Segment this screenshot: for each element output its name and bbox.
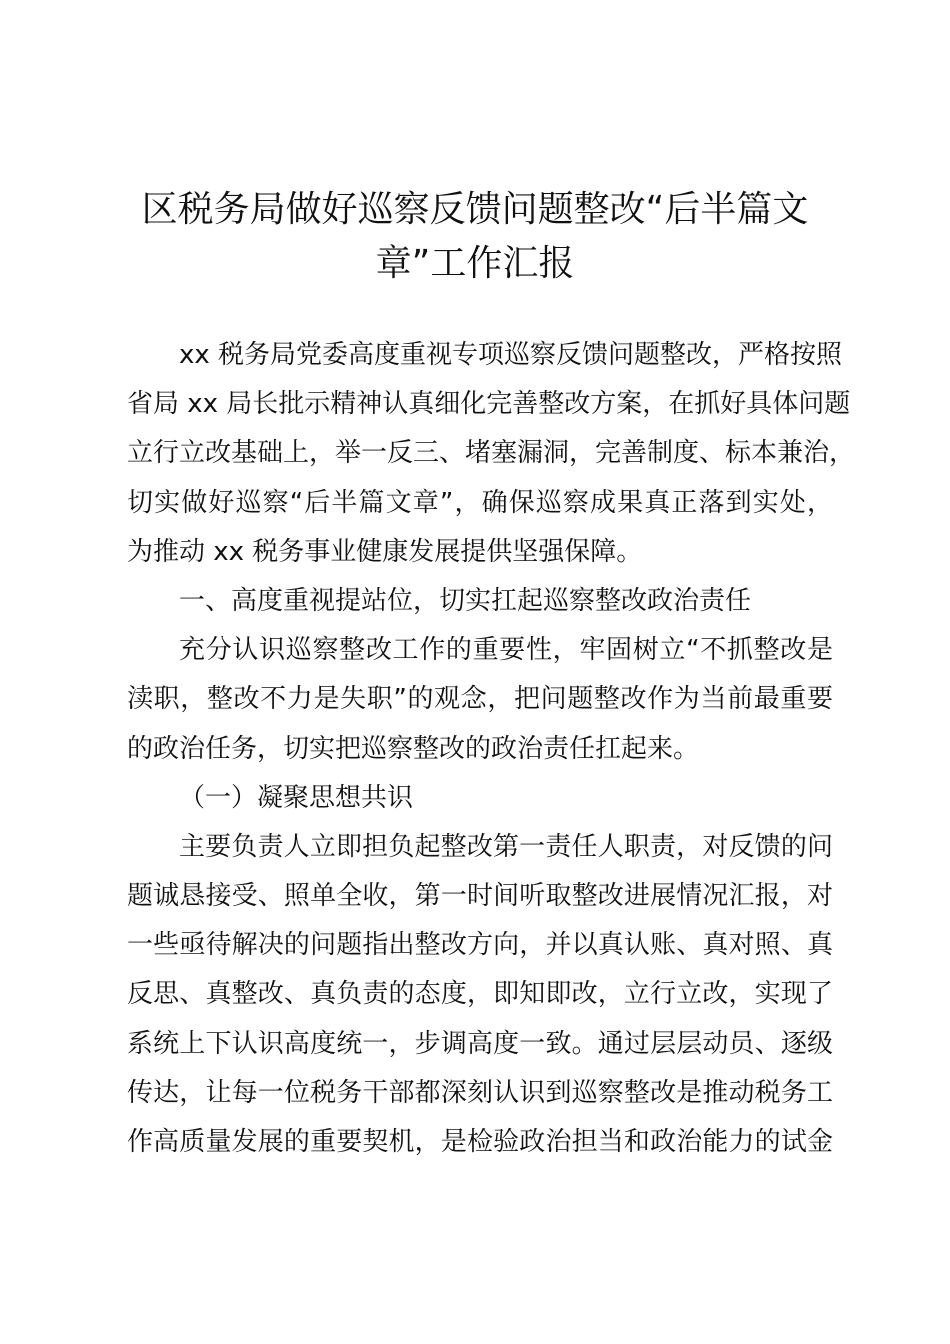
text-line: 一些亟待解决的问题指出整改方向，并以真认账、真对照、真 bbox=[127, 930, 833, 961]
text-line: 为推动 xx 税务事业健康发展提供坚强保障。 bbox=[127, 536, 643, 567]
text-line: 切实做好巡察“后半篇文章”，确保巡察成果真正落到实处， bbox=[127, 487, 833, 518]
text-line: 系统上下认识高度统一，步调高度一致。通过层层动员、逐级 bbox=[127, 1028, 833, 1059]
document-title bbox=[120, 183, 830, 291]
paragraph-subsection-1 bbox=[127, 823, 833, 1167]
section-heading-1: 一、高度重视提站位，切实扛起巡察整改政治责任 bbox=[179, 585, 752, 616]
text-line: 充分认识巡察整改工作的重要性，牢固树立“不抓整改是 bbox=[179, 635, 833, 666]
text-line: 省局 xx 局长批示精神认真细化完善整改方案，在抓好具体问题 bbox=[127, 389, 851, 420]
text-line: xx 税务局党委高度重视专项巡察反馈问题整改，严格按照 bbox=[179, 340, 843, 370]
title-line-1: 区税务局做好巡察反馈问题整改“后半篇文 bbox=[141, 189, 809, 230]
text-line: 的政治任务，切实把巡察整改的政治责任扛起来。 bbox=[127, 733, 700, 764]
text-line: 题诚恳接受、照单全收，第一时间听取整改进展情况汇报，对 bbox=[127, 881, 833, 912]
text-line: 传达，让每一位税务干部都深刻认识到巡察整改是推动税务工 bbox=[127, 1077, 833, 1108]
document-body bbox=[127, 331, 856, 1167]
text-line: 渎职，整改不力是失职”的观念，把问题整改作为当前最重要 bbox=[127, 684, 833, 715]
text-line: 作高质量发展的重要契机，是检验政治担当和政治能力的试金 bbox=[127, 1127, 833, 1157]
text-line: 立行立改基础上，举一反三、堵塞漏洞，完善制度、标本兼治， bbox=[127, 438, 856, 469]
subsection-heading-1: （一）凝聚思想共识 bbox=[179, 782, 414, 813]
title-line-2: 章”工作汇报 bbox=[375, 243, 575, 284]
text-line: 主要负责人立即担负起整改第一责任人职责，对反馈的问 bbox=[179, 831, 833, 862]
paragraph-section-1 bbox=[127, 626, 833, 774]
paragraph-intro bbox=[127, 331, 856, 577]
text-line: 反思、真整改、真负责的态度，即知即改，立行立改，实现了 bbox=[127, 979, 833, 1010]
